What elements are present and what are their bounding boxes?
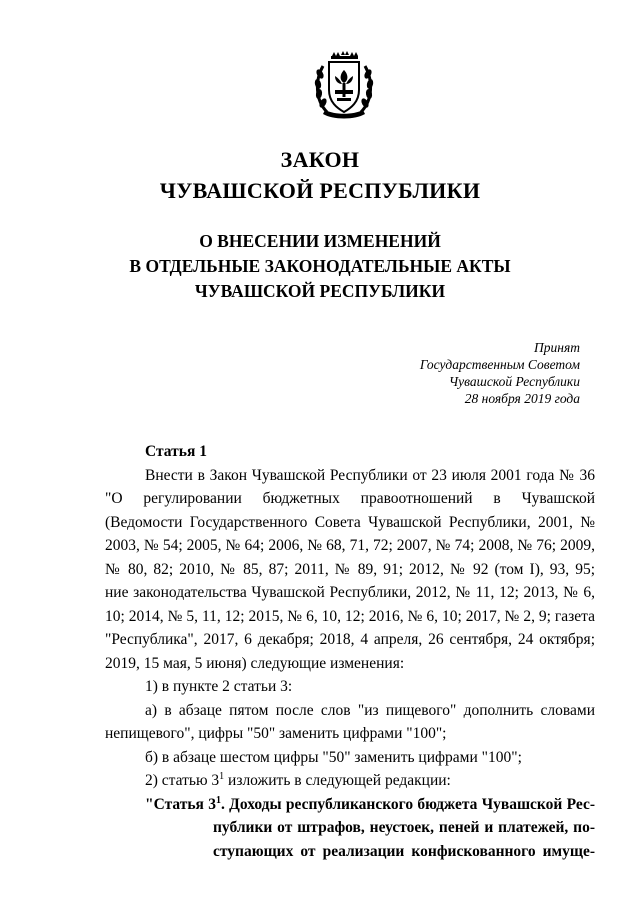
subtitle-line-1: О ВНЕСЕНИИ ИЗМЕНЕНИЙ: [199, 231, 441, 251]
title-line-1: ЗАКОН: [280, 147, 360, 172]
item-2-superscript: 1: [219, 770, 225, 782]
article-body: [105, 440, 595, 863]
quote-prefix: "Статья 3: [145, 795, 216, 813]
article-paragraph-line: 10; 2014, № 5, 11, 12; 2015, № 6, 10, 12; 2016, № 6, 10; 2017, № 2, 9; газета: [105, 607, 595, 625]
quoted-heading-line-2: публики от штрафов, неустоек, пеней и платежей, по-: [213, 819, 595, 836]
item-1: 1) в пункте 2 статьи 3:: [145, 678, 293, 695]
adoption-line-1: Принят: [534, 340, 580, 355]
item-1b: б) в абзаце шестом цифры "50" заменить цифрами "100";: [145, 748, 522, 766]
coat-of-arms-emblem-icon: [313, 50, 375, 122]
article-paragraph-line: "О регулировании бюджетных правоотношений в Чувашской: [105, 490, 595, 507]
article-paragraph-line: № 80, 82; 2010, № 85, 87; 2011, № 89, 91; 2012, № 92 (том I), 93, 95;: [105, 560, 595, 578]
quote-superscript: 1: [216, 794, 221, 806]
item-2: [105, 769, 595, 793]
adoption-line-3: Чувашской Республики: [448, 374, 580, 389]
subtitle-line-3: ЧУВАШСКОЙ РЕСПУБЛИКИ: [194, 281, 446, 301]
article-heading: Статья 1: [145, 443, 207, 460]
item-2-suffix: изложить в следующей редакции:: [224, 772, 451, 789]
quoted-heading-line-3: ступающих от реализации конфискованного имуще-: [213, 842, 595, 860]
subtitle-line-2: В ОТДЕЛЬНЫЕ ЗАКОНОДАТЕЛЬНЫЕ АКТЫ: [129, 256, 511, 276]
article-paragraph-line: 2019, 15 мая, 5 июня) следующие изменения:: [105, 654, 405, 672]
title-line-2: ЧУВАШСКОЙ РЕСПУБЛИКИ: [159, 178, 481, 203]
adoption-note: [340, 339, 580, 407]
article-paragraph-line: "Республика", 2017, 6 декабря; 2018, 4 апреля, 26 сентября, 24 октября;: [105, 631, 595, 648]
article-paragraph-line: Внести в Закон Чувашской Республики от 23 июля 2001 года № 36: [145, 466, 595, 484]
item-1a-line-1: а) в абзаце пятом после слов "из пищевого" дополнить словами: [145, 701, 595, 719]
quoted-article-heading: [105, 793, 595, 817]
adoption-date: 28 ноября 2019 года: [464, 391, 580, 406]
article-paragraph-line: (Ведомости Государственного Совета Чувашской Республики, 2001, №: [105, 513, 595, 531]
article-paragraph-line: 2003, № 54; 2005, № 64; 2006, № 68, 71, 72; 2007, № 74; 2008, № 76; 2009,: [105, 537, 595, 554]
item-1a-line-2: непищевого", цифры "50" заменить цифрами "100";: [105, 725, 447, 742]
item-2-prefix: 2) статью 3: [145, 772, 220, 789]
article-paragraph-line: ние законодательства Чувашской Республики, 2012, № 11, 12; 2013, № 6,: [105, 584, 595, 601]
adoption-line-2: Государственным Советом: [419, 357, 580, 372]
quote-heading-rest: . Доходы республиканского бюджета Чувашской Рес-: [221, 795, 595, 813]
